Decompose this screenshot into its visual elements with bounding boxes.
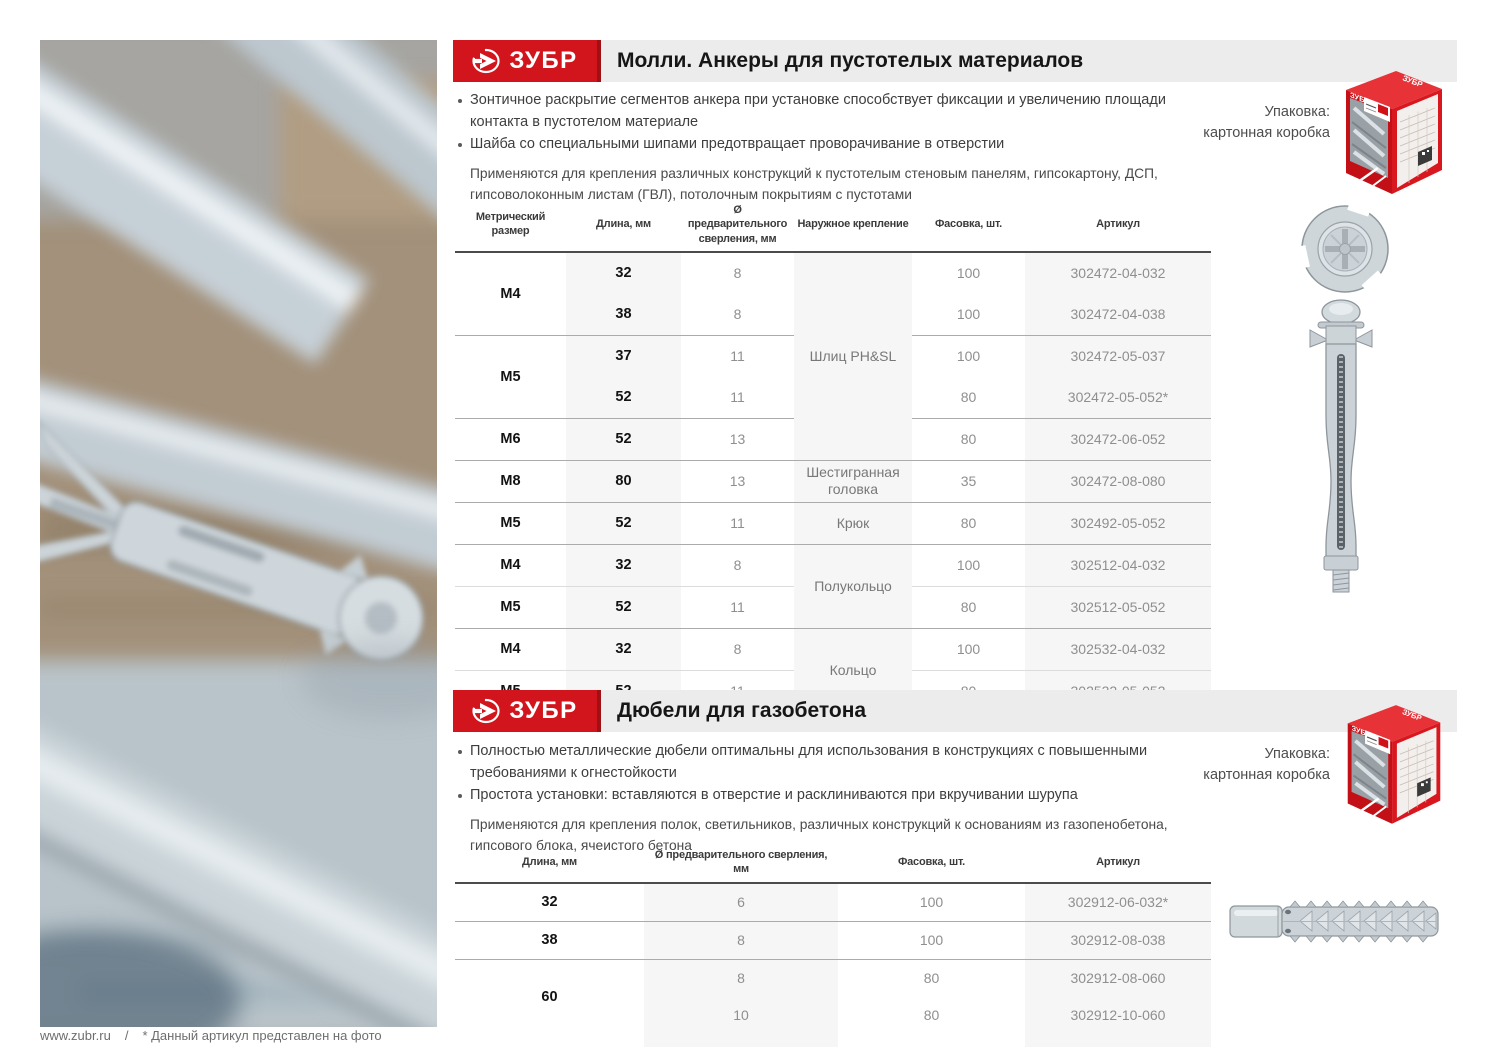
col-header-drill: Ø предварительного сверления, мм: [644, 843, 838, 883]
anchor-side-view: [1302, 296, 1380, 596]
section1-bullets: [455, 90, 1221, 206]
cell-size: M6: [455, 418, 566, 460]
cell-mount: Крюк: [794, 502, 912, 544]
cell-mount: Шестигранная головка: [794, 460, 912, 502]
cell-length: 32: [566, 628, 681, 670]
cell-drill: 8: [733, 265, 742, 282]
packaging-line2: картонная коробка: [1203, 125, 1330, 142]
bullet-item: [455, 785, 1221, 807]
cell-pack: 100: [956, 265, 981, 282]
cell-article: 302532-04-032: [1025, 628, 1211, 670]
col-header-size: Метрический размер: [455, 198, 566, 252]
table-row: [455, 921, 1211, 959]
cell-pack: 100: [912, 628, 1025, 670]
bullet-dot: [458, 794, 462, 798]
anchor-top-view: [1297, 203, 1394, 295]
cell-pack: 80: [912, 418, 1025, 460]
cell-pack: 80: [960, 389, 977, 406]
cell-drill: 13: [681, 460, 794, 502]
table-row: [455, 252, 1211, 294]
cell-pack: 35: [912, 460, 1025, 502]
cell-size: M5: [455, 586, 566, 628]
zubr-logo-icon: [472, 48, 502, 74]
cell-spacer: [838, 1034, 1025, 1047]
cell-pack: 80: [838, 959, 1025, 997]
cell-article: 302512-04-032: [1025, 544, 1211, 586]
col-header-drill: Ø предварительного сверления, мм: [681, 198, 794, 252]
cell-pack: 80: [912, 586, 1025, 628]
cell-length: 52: [566, 377, 681, 419]
cell-article: 302512-05-052: [1025, 586, 1211, 628]
product-photo-art: [40, 40, 437, 1027]
bullet-item: [455, 134, 1221, 156]
bullet-item: [455, 741, 1221, 785]
bullet-text: Зонтичное раскрытие сегментов анкера при установке способствует фиксации и увеличению площади контакта в пустотелом материале: [470, 92, 1166, 130]
cell-pack: 100: [919, 894, 944, 911]
table-row: [455, 628, 1211, 670]
cell-size: M4: [455, 628, 566, 670]
cell-article: 302912-10-060: [1025, 997, 1211, 1034]
cell-article: 302912-08-038: [1025, 921, 1211, 959]
section2-bullets: [455, 741, 1221, 857]
cell-article: 302492-05-052: [1025, 502, 1211, 544]
section2-packaging-label: [1180, 744, 1330, 786]
cell-length: 52: [566, 418, 681, 460]
cell-mount: Шлиц PH&SL: [794, 252, 912, 461]
cell-size: M5: [455, 335, 566, 418]
footer-separator: /: [124, 1028, 129, 1043]
cell-size: M4: [500, 285, 521, 302]
molly-anchors-table: [455, 198, 1211, 725]
cell-drill: 8: [681, 628, 794, 670]
table-shade-tail: [455, 1034, 1211, 1047]
cell-length: 80: [566, 460, 681, 502]
footer: [40, 1028, 382, 1043]
section1-title: Молли. Анкеры для пустотелых материалов: [617, 49, 1084, 72]
dowel-image: [1228, 893, 1450, 950]
table-row: [455, 502, 1211, 544]
zubr-logo: [453, 690, 601, 732]
footer-site-link[interactable]: www.zubr.ru: [40, 1028, 111, 1043]
cell-article: 302472-05-037: [1025, 335, 1211, 377]
bullet-dot: [458, 99, 462, 103]
section1-packaging-label: [1180, 102, 1330, 144]
col-header-pack: Фасовка, шт.: [912, 198, 1025, 252]
cell-drill: 11: [681, 335, 794, 377]
bullet-item: [455, 90, 1221, 134]
cell-spacer: [644, 1034, 838, 1047]
cell-drill: 6: [644, 883, 838, 922]
cell-length: 32: [566, 544, 681, 586]
col-header-length: Длина, мм: [566, 198, 681, 252]
cell-drill: 11: [681, 586, 794, 628]
aerated-concrete-dowels-table: [455, 843, 1211, 1047]
cell-mount: Кольцо: [794, 628, 912, 712]
section2-application-note: Применяются для крепления полок, светильников, различных конструкций к основаниям из газопенобетона, гипсового блока, ячеистого бетона: [470, 817, 1168, 853]
cell-pack: 80: [923, 1007, 940, 1024]
cell-drill: 8: [644, 959, 838, 997]
cell-length: 60: [455, 959, 644, 1034]
product-photo: [40, 40, 437, 1027]
box-brand-text: ЗУБР: [1401, 73, 1424, 90]
zubr-logo-icon: [472, 698, 502, 724]
cell-article: 302472-04-032: [1025, 252, 1211, 294]
cell-article: 302912-08-060: [1025, 959, 1211, 997]
bullet-dot: [458, 143, 462, 147]
zubr-logo-text: ЗУБР: [509, 697, 578, 724]
section1-application-note: Применяются для крепления различных конструкций к пустотелым стеновым панелям, гипсокартону, ДСП, гипсоволоконным листам (ГВЛ), потолочным покрытиям с пустотами: [470, 166, 1158, 202]
cell-spacer: [1025, 1034, 1211, 1047]
bullet-text: Шайба со специальными шипами предотвращает проворачивание в отверстии: [470, 135, 1005, 152]
package-box-image: [1338, 64, 1450, 196]
cell-article: 302912-06-032*: [1025, 883, 1211, 922]
cell-length: 32: [566, 252, 681, 294]
packaging-line2: картонная коробка: [1203, 767, 1330, 784]
cell-length: 38: [566, 294, 681, 336]
cell-drill: 8: [644, 921, 838, 959]
cell-length: 52: [566, 586, 681, 628]
section2-title: Дюбели для газобетона: [617, 699, 867, 722]
cell-length: 52: [566, 502, 681, 544]
table-row: [455, 959, 1211, 997]
cell-length: 38: [455, 921, 644, 959]
cell-pack: 80: [912, 502, 1025, 544]
cell-pack: 100: [912, 335, 1025, 377]
col-header-article: Артикул: [1025, 198, 1211, 252]
cell-size: M5: [455, 502, 566, 544]
cell-article: 302472-04-038: [1025, 294, 1211, 336]
bullet-text: Полностью металлические дюбели оптимальны для использования в конструкциях с повышенными требованиями к огнестойкости: [470, 743, 1148, 781]
cell-article: 302472-06-052: [1025, 418, 1211, 460]
cell-mount: Полукольцо: [794, 544, 912, 628]
cell-drill: 11: [730, 389, 745, 406]
packaging-line1: Упаковка:: [1264, 746, 1330, 762]
cell-length: 37: [566, 335, 681, 377]
box-brand-text: ЗУБР: [1350, 90, 1370, 107]
col-header-article: Артикул: [1025, 843, 1211, 883]
table-row: [455, 460, 1211, 502]
cell-drill: 11: [681, 502, 794, 544]
bullet-dot: [458, 750, 462, 754]
bullet-text: Простота установки: вставляются в отверстие и расклиниваются при вкручивании шурупа: [470, 786, 1078, 803]
cell-spacer: [455, 1034, 644, 1047]
cell-pack: 100: [956, 306, 981, 323]
cell-drill: 8: [681, 544, 794, 586]
col-header-mount: Наружное крепление: [794, 198, 912, 252]
zubr-logo-text: ЗУБР: [509, 47, 578, 74]
col-header-pack: Фасовка, шт.: [838, 843, 1025, 883]
section1-header-band: [453, 40, 1457, 82]
cell-drill: 10: [644, 997, 838, 1034]
cell-length: 32: [541, 894, 558, 911]
table-row: [455, 544, 1211, 586]
cell-drill: 13: [681, 418, 794, 460]
cell-pack: 100: [912, 544, 1025, 586]
packaging-line1: Упаковка:: [1264, 104, 1330, 120]
package-box-image: [1340, 694, 1448, 830]
section2-header-band: [453, 690, 1457, 732]
col-header-length: Длина, мм: [455, 843, 644, 883]
table-row: [455, 883, 1211, 922]
cell-article: 302472-08-080: [1025, 460, 1211, 502]
cell-size: M8: [455, 460, 566, 502]
footer-note: * Данный артикул представлен на фото: [142, 1028, 382, 1043]
zubr-logo: [453, 40, 601, 82]
cell-pack: 100: [838, 921, 1025, 959]
cell-drill: 8: [733, 306, 742, 323]
cell-article: 302472-05-052*: [1025, 377, 1211, 419]
cell-size: M4: [455, 544, 566, 586]
